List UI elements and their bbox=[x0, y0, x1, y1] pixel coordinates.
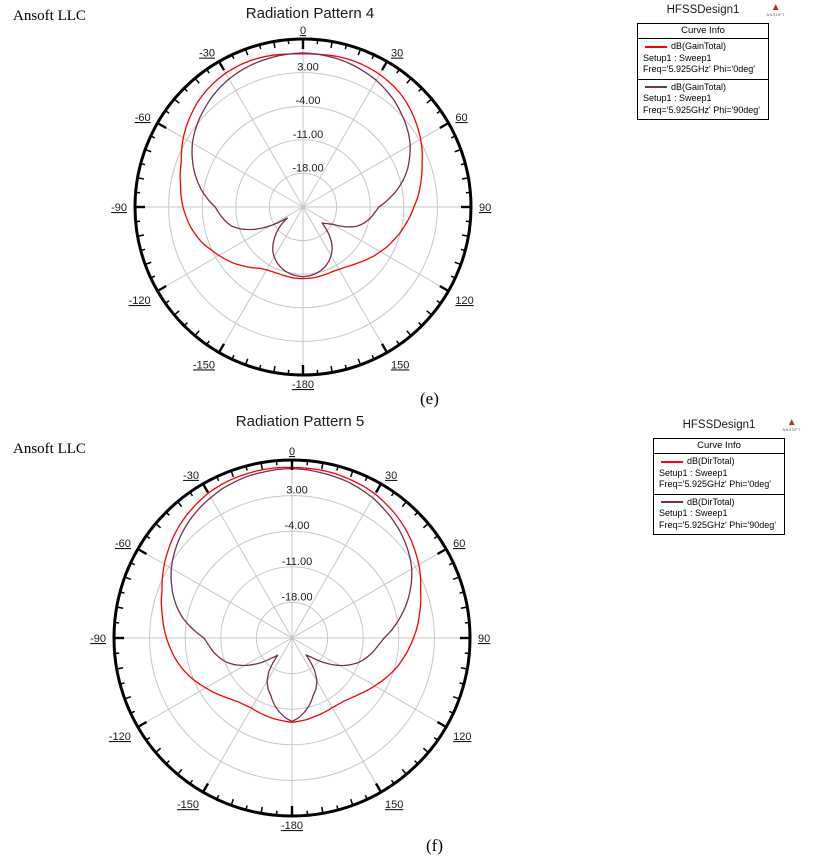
logo-wordmark: ANSOFT bbox=[766, 12, 785, 17]
figure-caption-f: (f) bbox=[426, 836, 443, 855]
radiation-pattern-4-chart bbox=[55, 12, 535, 404]
curve-swatch-phi90 bbox=[645, 86, 667, 88]
logo-triangle-icon: ▲ bbox=[770, 2, 781, 13]
angle-label-60: 60 bbox=[453, 538, 466, 550]
radial-tick-label: -4.00 bbox=[295, 95, 321, 108]
angle-label--60: -60 bbox=[114, 538, 131, 550]
angle-label-150: 150 bbox=[391, 359, 410, 372]
angle-label--90: -90 bbox=[111, 202, 127, 214]
angle-label-90: 90 bbox=[478, 633, 491, 645]
design-name-label: HFSSDesign1 bbox=[682, 419, 756, 431]
angle-label--150: -150 bbox=[192, 359, 215, 372]
angle-label-0: 0 bbox=[299, 25, 307, 37]
curve-freq-label: Freq='5.925GHz' Phi='0deg' bbox=[643, 64, 755, 74]
curve-setup-label: Setup1 : Sweep1 bbox=[659, 467, 728, 478]
legend-panel-bottom bbox=[653, 417, 801, 535]
angle-label-30: 30 bbox=[391, 47, 404, 60]
angle-label--180: -180 bbox=[291, 379, 315, 391]
curve-swatch-phi90 bbox=[661, 501, 683, 503]
curve-freq-label: Freq='5.925GHz' Phi='0deg' bbox=[659, 479, 771, 489]
curve-setup-label: Setup1 : Sweep1 bbox=[643, 93, 712, 103]
ansoft-logo-icon bbox=[766, 3, 785, 17]
design-name-label: HFSSDesign1 bbox=[666, 4, 740, 16]
ansoft-vendor-label-top: Ansoft LLC bbox=[13, 8, 86, 24]
legend-entry-phi90 bbox=[638, 79, 768, 120]
curve-setup-label: Setup1 : Sweep1 bbox=[659, 508, 728, 518]
angle-label--150: -150 bbox=[176, 799, 199, 812]
angle-label--90: -90 bbox=[90, 633, 106, 645]
curve-freq-label: Freq='5.925GHz' Phi='90deg' bbox=[659, 519, 776, 530]
angle-label-150: 150 bbox=[385, 799, 404, 812]
radial-tick-label: -11.00 bbox=[292, 128, 324, 141]
curve-label: dB(GainTotal) bbox=[671, 41, 727, 51]
figure-title-pattern4: Radiation Pattern 4 bbox=[245, 5, 375, 22]
angle-label--180: -180 bbox=[280, 820, 304, 832]
angle-label--120: -120 bbox=[108, 731, 131, 743]
radial-tick-label: -18.00 bbox=[281, 591, 313, 604]
angle-label--30: -30 bbox=[183, 469, 199, 482]
ansoft-logo-icon bbox=[782, 418, 801, 432]
legend-title-row bbox=[653, 417, 801, 438]
legend-entry-phi0 bbox=[638, 39, 768, 79]
curve-swatch-phi0 bbox=[661, 461, 683, 463]
radial-tick-label: 3.00 bbox=[286, 484, 308, 497]
angle-label-120: 120 bbox=[455, 295, 474, 307]
curve-label: dB(DirTotal) bbox=[687, 496, 735, 507]
curve-info-header: Curve Info bbox=[654, 439, 784, 454]
legend-title-row bbox=[637, 2, 785, 23]
curve-info-box bbox=[637, 23, 769, 120]
curve-label: dB(DirTotal) bbox=[687, 456, 735, 466]
logo-wordmark: ANSOFT bbox=[782, 427, 801, 432]
radial-tick-label: -11.00 bbox=[281, 555, 313, 568]
angle-label-120: 120 bbox=[453, 731, 472, 743]
curve-info-header: Curve Info bbox=[638, 24, 768, 39]
angle-label-30: 30 bbox=[385, 469, 398, 482]
angle-label--60: -60 bbox=[134, 112, 151, 124]
curve-swatch-phi0 bbox=[645, 46, 667, 48]
figure-caption-e: (e) bbox=[420, 389, 439, 408]
curve-freq-label: Freq='5.925GHz' Phi='90deg' bbox=[643, 104, 760, 115]
curve-info-box bbox=[653, 438, 785, 535]
angle-label--120: -120 bbox=[128, 295, 151, 307]
radial-tick-label: -4.00 bbox=[284, 520, 310, 533]
curve-setup-label: Setup1 : Sweep1 bbox=[643, 52, 712, 63]
radial-tick-label: 3.00 bbox=[297, 61, 319, 74]
radial-tick-label: -18.00 bbox=[292, 162, 324, 175]
angle-label--30: -30 bbox=[199, 47, 215, 60]
angle-label-0: 0 bbox=[288, 446, 296, 458]
ansoft-vendor-label-bottom: Ansoft LLC bbox=[13, 441, 86, 457]
angle-label-60: 60 bbox=[455, 112, 468, 124]
legend-entry-phi0 bbox=[654, 454, 784, 494]
radial-axis-labels bbox=[292, 62, 323, 175]
radiation-pattern-5-chart bbox=[40, 445, 532, 845]
radial-axis-labels bbox=[281, 485, 312, 604]
figure-title-pattern5: Radiation Pattern 5 bbox=[235, 413, 365, 430]
logo-triangle-icon: ▲ bbox=[786, 417, 797, 428]
legend-panel-top bbox=[637, 2, 785, 120]
legend-entry-phi90 bbox=[654, 494, 784, 535]
curve-label: dB(GainTotal) bbox=[671, 81, 727, 92]
angle-label-90: 90 bbox=[479, 202, 492, 214]
